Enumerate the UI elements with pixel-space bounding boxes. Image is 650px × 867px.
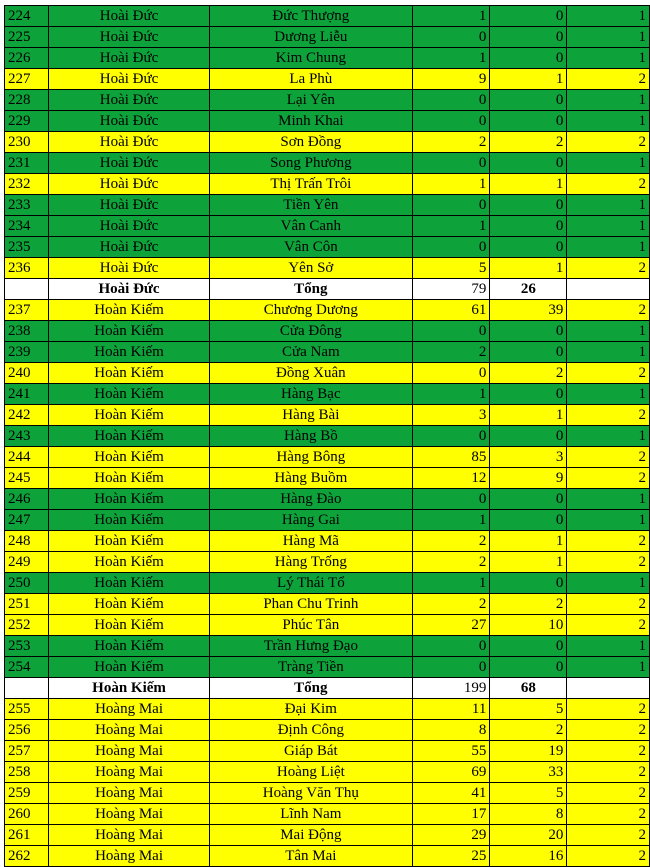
value-b-cell: 1 — [490, 531, 567, 552]
district-cell: Hoàn Kiếm — [49, 405, 209, 426]
district-cell: Hoài Đức — [49, 111, 209, 132]
value-b-cell: 0 — [490, 6, 567, 27]
ward-cell: Vân Canh — [209, 216, 412, 237]
value-c-cell — [567, 279, 650, 300]
value-a-cell: 5 — [413, 258, 490, 279]
table-row — [5, 804, 650, 825]
district-cell: Hoàng Mai — [49, 783, 209, 804]
table-row — [5, 90, 650, 111]
value-b-cell: 1 — [490, 552, 567, 573]
table-row — [5, 426, 650, 447]
ward-cell: Hàng Đào — [209, 489, 412, 510]
ward-cell: Lý Thái Tổ — [209, 573, 412, 594]
value-b-cell: 0 — [490, 657, 567, 678]
table-row — [5, 342, 650, 363]
value-c-cell: 2 — [567, 804, 650, 825]
value-c-cell: 2 — [567, 825, 650, 846]
value-b-cell: 26 — [490, 279, 567, 300]
value-c-cell: 1 — [567, 6, 650, 27]
value-b-cell: 2 — [490, 720, 567, 741]
value-a-cell: 0 — [413, 321, 490, 342]
value-a-cell: 29 — [413, 825, 490, 846]
row-number: 245 — [5, 468, 49, 489]
value-b-cell: 2 — [490, 363, 567, 384]
row-number: 242 — [5, 405, 49, 426]
ward-cell: Sơn Đồng — [209, 132, 412, 153]
value-a-cell: 1 — [413, 48, 490, 69]
table-row — [5, 174, 650, 195]
value-b-cell: 16 — [490, 846, 567, 867]
table-row — [5, 531, 650, 552]
row-number: 232 — [5, 174, 49, 195]
row-number — [5, 678, 49, 699]
row-number: 252 — [5, 615, 49, 636]
value-c-cell: 2 — [567, 363, 650, 384]
row-number: 249 — [5, 552, 49, 573]
value-b-cell: 0 — [490, 321, 567, 342]
table-body — [5, 6, 650, 867]
row-number: 260 — [5, 804, 49, 825]
value-a-cell: 9 — [413, 69, 490, 90]
value-b-cell: 0 — [490, 90, 567, 111]
district-cell: Hoàn Kiếm — [49, 531, 209, 552]
ward-cell: Mai Động — [209, 825, 412, 846]
value-c-cell: 2 — [567, 552, 650, 573]
district-cell: Hoàn Kiếm — [49, 657, 209, 678]
table-row — [5, 699, 650, 720]
district-cell: Hoàn Kiếm — [49, 426, 209, 447]
row-number — [5, 279, 49, 300]
value-c-cell: 1 — [567, 195, 650, 216]
value-a-cell: 61 — [413, 300, 490, 321]
district-cell: Hoàn Kiếm — [49, 300, 209, 321]
ward-cell: Định Công — [209, 720, 412, 741]
value-c-cell: 2 — [567, 762, 650, 783]
value-a-cell: 25 — [413, 846, 490, 867]
value-c-cell: 1 — [567, 216, 650, 237]
ward-cell: Lĩnh Nam — [209, 804, 412, 825]
value-c-cell: 1 — [567, 489, 650, 510]
value-c-cell: 2 — [567, 300, 650, 321]
ward-cell: Kim Chung — [209, 48, 412, 69]
value-b-cell: 0 — [490, 195, 567, 216]
district-cell: Hoài Đức — [49, 216, 209, 237]
row-number: 259 — [5, 783, 49, 804]
row-number: 240 — [5, 363, 49, 384]
table-row — [5, 783, 650, 804]
district-cell: Hoàng Mai — [49, 804, 209, 825]
value-c-cell: 1 — [567, 426, 650, 447]
ward-cell: Hàng Trống — [209, 552, 412, 573]
row-number: 227 — [5, 69, 49, 90]
row-number: 256 — [5, 720, 49, 741]
ward-cell: Hàng Bồ — [209, 426, 412, 447]
row-number: 250 — [5, 573, 49, 594]
table-row — [5, 846, 650, 867]
value-b-cell: 0 — [490, 27, 567, 48]
district-cell: Hoàn Kiếm — [49, 384, 209, 405]
ward-cell: Chương Dương — [209, 300, 412, 321]
table-row — [5, 258, 650, 279]
value-c-cell: 2 — [567, 468, 650, 489]
value-c-cell: 1 — [567, 48, 650, 69]
ward-cell: Hàng Bông — [209, 447, 412, 468]
ward-cell: Hoàng Văn Thụ — [209, 783, 412, 804]
value-a-cell: 1 — [413, 510, 490, 531]
value-a-cell: 27 — [413, 615, 490, 636]
value-a-cell: 1 — [413, 573, 490, 594]
value-c-cell: 2 — [567, 783, 650, 804]
district-cell: Hoàng Mai — [49, 741, 209, 762]
row-number: 248 — [5, 531, 49, 552]
district-cell: Hoài Đức — [49, 174, 209, 195]
table-row — [5, 741, 650, 762]
district-cell: Hoàn Kiếm — [49, 678, 209, 699]
value-b-cell: 0 — [490, 426, 567, 447]
value-c-cell: 2 — [567, 594, 650, 615]
ward-cell: Tân Mai — [209, 846, 412, 867]
row-number: 230 — [5, 132, 49, 153]
ward-cell: Tổng — [209, 678, 412, 699]
table-row — [5, 27, 650, 48]
value-a-cell: 12 — [413, 468, 490, 489]
district-cell: Hoài Đức — [49, 69, 209, 90]
ward-cell: Vân Côn — [209, 237, 412, 258]
value-a-cell: 0 — [413, 426, 490, 447]
table-row — [5, 447, 650, 468]
value-a-cell: 2 — [413, 342, 490, 363]
value-c-cell: 2 — [567, 531, 650, 552]
row-number: 258 — [5, 762, 49, 783]
value-c-cell: 2 — [567, 615, 650, 636]
value-b-cell: 33 — [490, 762, 567, 783]
ward-cell: Tràng Tiền — [209, 657, 412, 678]
value-b-cell: 39 — [490, 300, 567, 321]
value-b-cell: 0 — [490, 384, 567, 405]
value-b-cell: 0 — [490, 111, 567, 132]
table-row — [5, 594, 650, 615]
value-a-cell: 41 — [413, 783, 490, 804]
district-cell: Hoàng Mai — [49, 720, 209, 741]
table-row — [5, 720, 650, 741]
district-cell: Hoàn Kiếm — [49, 594, 209, 615]
value-c-cell: 1 — [567, 636, 650, 657]
value-b-cell: 0 — [490, 216, 567, 237]
table-row — [5, 363, 650, 384]
value-a-cell: 8 — [413, 720, 490, 741]
district-cell: Hoài Đức — [49, 279, 209, 300]
value-a-cell: 55 — [413, 741, 490, 762]
table-row — [5, 300, 650, 321]
value-a-cell: 2 — [413, 132, 490, 153]
value-b-cell: 10 — [490, 615, 567, 636]
row-number: 246 — [5, 489, 49, 510]
ward-cell: Hàng Bài — [209, 405, 412, 426]
value-b-cell: 2 — [490, 132, 567, 153]
value-a-cell: 0 — [413, 153, 490, 174]
table-row — [5, 615, 650, 636]
row-number: 247 — [5, 510, 49, 531]
row-number: 229 — [5, 111, 49, 132]
value-a-cell: 69 — [413, 762, 490, 783]
district-cell: Hoài Đức — [49, 90, 209, 111]
value-b-cell: 3 — [490, 447, 567, 468]
table-row — [5, 237, 650, 258]
ward-cell: Phúc Tân — [209, 615, 412, 636]
table-row — [5, 216, 650, 237]
value-b-cell: 68 — [490, 678, 567, 699]
table-row — [5, 195, 650, 216]
row-number: 228 — [5, 90, 49, 111]
value-b-cell: 0 — [490, 342, 567, 363]
row-number: 226 — [5, 48, 49, 69]
district-cell: Hoàn Kiếm — [49, 573, 209, 594]
value-a-cell: 2 — [413, 594, 490, 615]
ward-cell: Thị Trấn Trôi — [209, 174, 412, 195]
value-a-cell: 0 — [413, 90, 490, 111]
ward-cell: Tiền Yên — [209, 195, 412, 216]
value-a-cell: 0 — [413, 636, 490, 657]
value-b-cell: 0 — [490, 153, 567, 174]
value-c-cell — [567, 678, 650, 699]
value-b-cell: 0 — [490, 489, 567, 510]
value-a-cell: 1 — [413, 384, 490, 405]
value-a-cell: 199 — [413, 678, 490, 699]
district-cell: Hoài Đức — [49, 6, 209, 27]
district-cell: Hoàn Kiếm — [49, 342, 209, 363]
value-c-cell: 1 — [567, 657, 650, 678]
district-cell: Hoàn Kiếm — [49, 321, 209, 342]
value-c-cell: 2 — [567, 132, 650, 153]
value-a-cell: 1 — [413, 174, 490, 195]
value-b-cell: 8 — [490, 804, 567, 825]
ward-cell: Cửa Đông — [209, 321, 412, 342]
table-row — [5, 384, 650, 405]
value-c-cell: 1 — [567, 27, 650, 48]
value-b-cell: 1 — [490, 174, 567, 195]
table-total-row — [5, 279, 650, 300]
ward-cell: Hàng Buồm — [209, 468, 412, 489]
value-a-cell: 11 — [413, 699, 490, 720]
ward-cell: Dương Liễu — [209, 27, 412, 48]
row-number: 237 — [5, 300, 49, 321]
value-a-cell: 79 — [413, 279, 490, 300]
district-cell: Hoàng Mai — [49, 846, 209, 867]
row-number: 262 — [5, 846, 49, 867]
value-a-cell: 1 — [413, 216, 490, 237]
row-number: 255 — [5, 699, 49, 720]
ward-cell: Đức Thượng — [209, 6, 412, 27]
table-row — [5, 552, 650, 573]
table-row — [5, 6, 650, 27]
row-number: 235 — [5, 237, 49, 258]
row-number: 236 — [5, 258, 49, 279]
value-c-cell: 2 — [567, 69, 650, 90]
ward-cell: Cửa Nam — [209, 342, 412, 363]
district-cell: Hoài Đức — [49, 48, 209, 69]
ward-cell: Giáp Bát — [209, 741, 412, 762]
table-row — [5, 48, 650, 69]
district-cell: Hoàn Kiếm — [49, 447, 209, 468]
table-row — [5, 657, 650, 678]
row-number: 243 — [5, 426, 49, 447]
row-number: 254 — [5, 657, 49, 678]
value-a-cell: 3 — [413, 405, 490, 426]
value-c-cell: 2 — [567, 846, 650, 867]
row-number: 244 — [5, 447, 49, 468]
district-cell: Hoàn Kiếm — [49, 363, 209, 384]
ward-cell: Phan Chu Trinh — [209, 594, 412, 615]
ward-cell: Trần Hưng Đạo — [209, 636, 412, 657]
value-c-cell: 2 — [567, 405, 650, 426]
ward-cell: Đồng Xuân — [209, 363, 412, 384]
value-c-cell: 1 — [567, 321, 650, 342]
district-cell: Hoàng Mai — [49, 825, 209, 846]
value-a-cell: 0 — [413, 111, 490, 132]
row-number: 257 — [5, 741, 49, 762]
value-b-cell: 1 — [490, 405, 567, 426]
value-a-cell: 17 — [413, 804, 490, 825]
district-cell: Hoàn Kiếm — [49, 468, 209, 489]
row-number: 251 — [5, 594, 49, 615]
value-a-cell: 0 — [413, 489, 490, 510]
row-number: 238 — [5, 321, 49, 342]
value-c-cell: 1 — [567, 111, 650, 132]
value-b-cell: 19 — [490, 741, 567, 762]
value-b-cell: 0 — [490, 636, 567, 657]
value-c-cell: 1 — [567, 573, 650, 594]
row-number: 239 — [5, 342, 49, 363]
district-cell: Hoài Đức — [49, 258, 209, 279]
district-cell: Hoàn Kiếm — [49, 552, 209, 573]
value-a-cell: 2 — [413, 531, 490, 552]
value-b-cell: 0 — [490, 237, 567, 258]
row-number: 231 — [5, 153, 49, 174]
value-b-cell: 1 — [490, 258, 567, 279]
value-a-cell: 0 — [413, 363, 490, 384]
district-cell: Hoài Đức — [49, 153, 209, 174]
value-a-cell: 0 — [413, 657, 490, 678]
district-cell: Hoàn Kiếm — [49, 489, 209, 510]
row-number: 225 — [5, 27, 49, 48]
district-cell: Hoàn Kiếm — [49, 510, 209, 531]
value-a-cell: 85 — [413, 447, 490, 468]
ward-cell: Minh Khai — [209, 111, 412, 132]
value-c-cell: 1 — [567, 90, 650, 111]
row-number: 241 — [5, 384, 49, 405]
value-b-cell: 5 — [490, 783, 567, 804]
value-b-cell: 20 — [490, 825, 567, 846]
row-number: 234 — [5, 216, 49, 237]
district-cell: Hoài Đức — [49, 237, 209, 258]
value-b-cell: 9 — [490, 468, 567, 489]
ward-cell: Hàng Mã — [209, 531, 412, 552]
table-row — [5, 405, 650, 426]
row-number: 261 — [5, 825, 49, 846]
value-a-cell: 0 — [413, 195, 490, 216]
table-row — [5, 762, 650, 783]
value-a-cell: 0 — [413, 237, 490, 258]
row-number: 233 — [5, 195, 49, 216]
ward-cell: La Phù — [209, 69, 412, 90]
value-a-cell: 2 — [413, 552, 490, 573]
ward-cell: Tổng — [209, 279, 412, 300]
table-row — [5, 321, 650, 342]
table-row — [5, 468, 650, 489]
table-row — [5, 825, 650, 846]
value-c-cell: 1 — [567, 384, 650, 405]
district-cell: Hoàng Mai — [49, 762, 209, 783]
ward-cell: Hàng Bạc — [209, 384, 412, 405]
district-cell: Hoài Đức — [49, 132, 209, 153]
value-a-cell: 1 — [413, 6, 490, 27]
ward-cell: Yên Sở — [209, 258, 412, 279]
district-cell: Hoài Đức — [49, 27, 209, 48]
district-cell: Hoài Đức — [49, 195, 209, 216]
row-number: 224 — [5, 6, 49, 27]
value-b-cell: 0 — [490, 510, 567, 531]
value-c-cell: 1 — [567, 510, 650, 531]
ward-cell: Song Phương — [209, 153, 412, 174]
value-c-cell: 2 — [567, 741, 650, 762]
data-table — [4, 5, 650, 867]
value-b-cell: 0 — [490, 573, 567, 594]
value-b-cell: 5 — [490, 699, 567, 720]
value-b-cell: 2 — [490, 594, 567, 615]
value-c-cell: 2 — [567, 447, 650, 468]
table-row — [5, 153, 650, 174]
value-b-cell: 0 — [490, 48, 567, 69]
table-row — [5, 111, 650, 132]
table-row — [5, 132, 650, 153]
table-row — [5, 636, 650, 657]
value-c-cell: 1 — [567, 153, 650, 174]
value-c-cell: 1 — [567, 237, 650, 258]
ward-cell: Hàng Gai — [209, 510, 412, 531]
table-row — [5, 69, 650, 90]
district-cell: Hoàng Mai — [49, 699, 209, 720]
district-cell: Hoàn Kiếm — [49, 615, 209, 636]
value-c-cell: 2 — [567, 699, 650, 720]
value-c-cell: 1 — [567, 342, 650, 363]
row-number: 253 — [5, 636, 49, 657]
value-a-cell: 0 — [413, 27, 490, 48]
table-row — [5, 489, 650, 510]
value-c-cell: 2 — [567, 720, 650, 741]
value-c-cell: 2 — [567, 174, 650, 195]
district-cell: Hoàn Kiếm — [49, 636, 209, 657]
ward-cell: Lại Yên — [209, 90, 412, 111]
ward-cell: Đại Kim — [209, 699, 412, 720]
value-c-cell: 2 — [567, 258, 650, 279]
table-total-row — [5, 678, 650, 699]
value-b-cell: 1 — [490, 69, 567, 90]
ward-cell: Hoàng Liệt — [209, 762, 412, 783]
table-row — [5, 510, 650, 531]
table-row — [5, 573, 650, 594]
